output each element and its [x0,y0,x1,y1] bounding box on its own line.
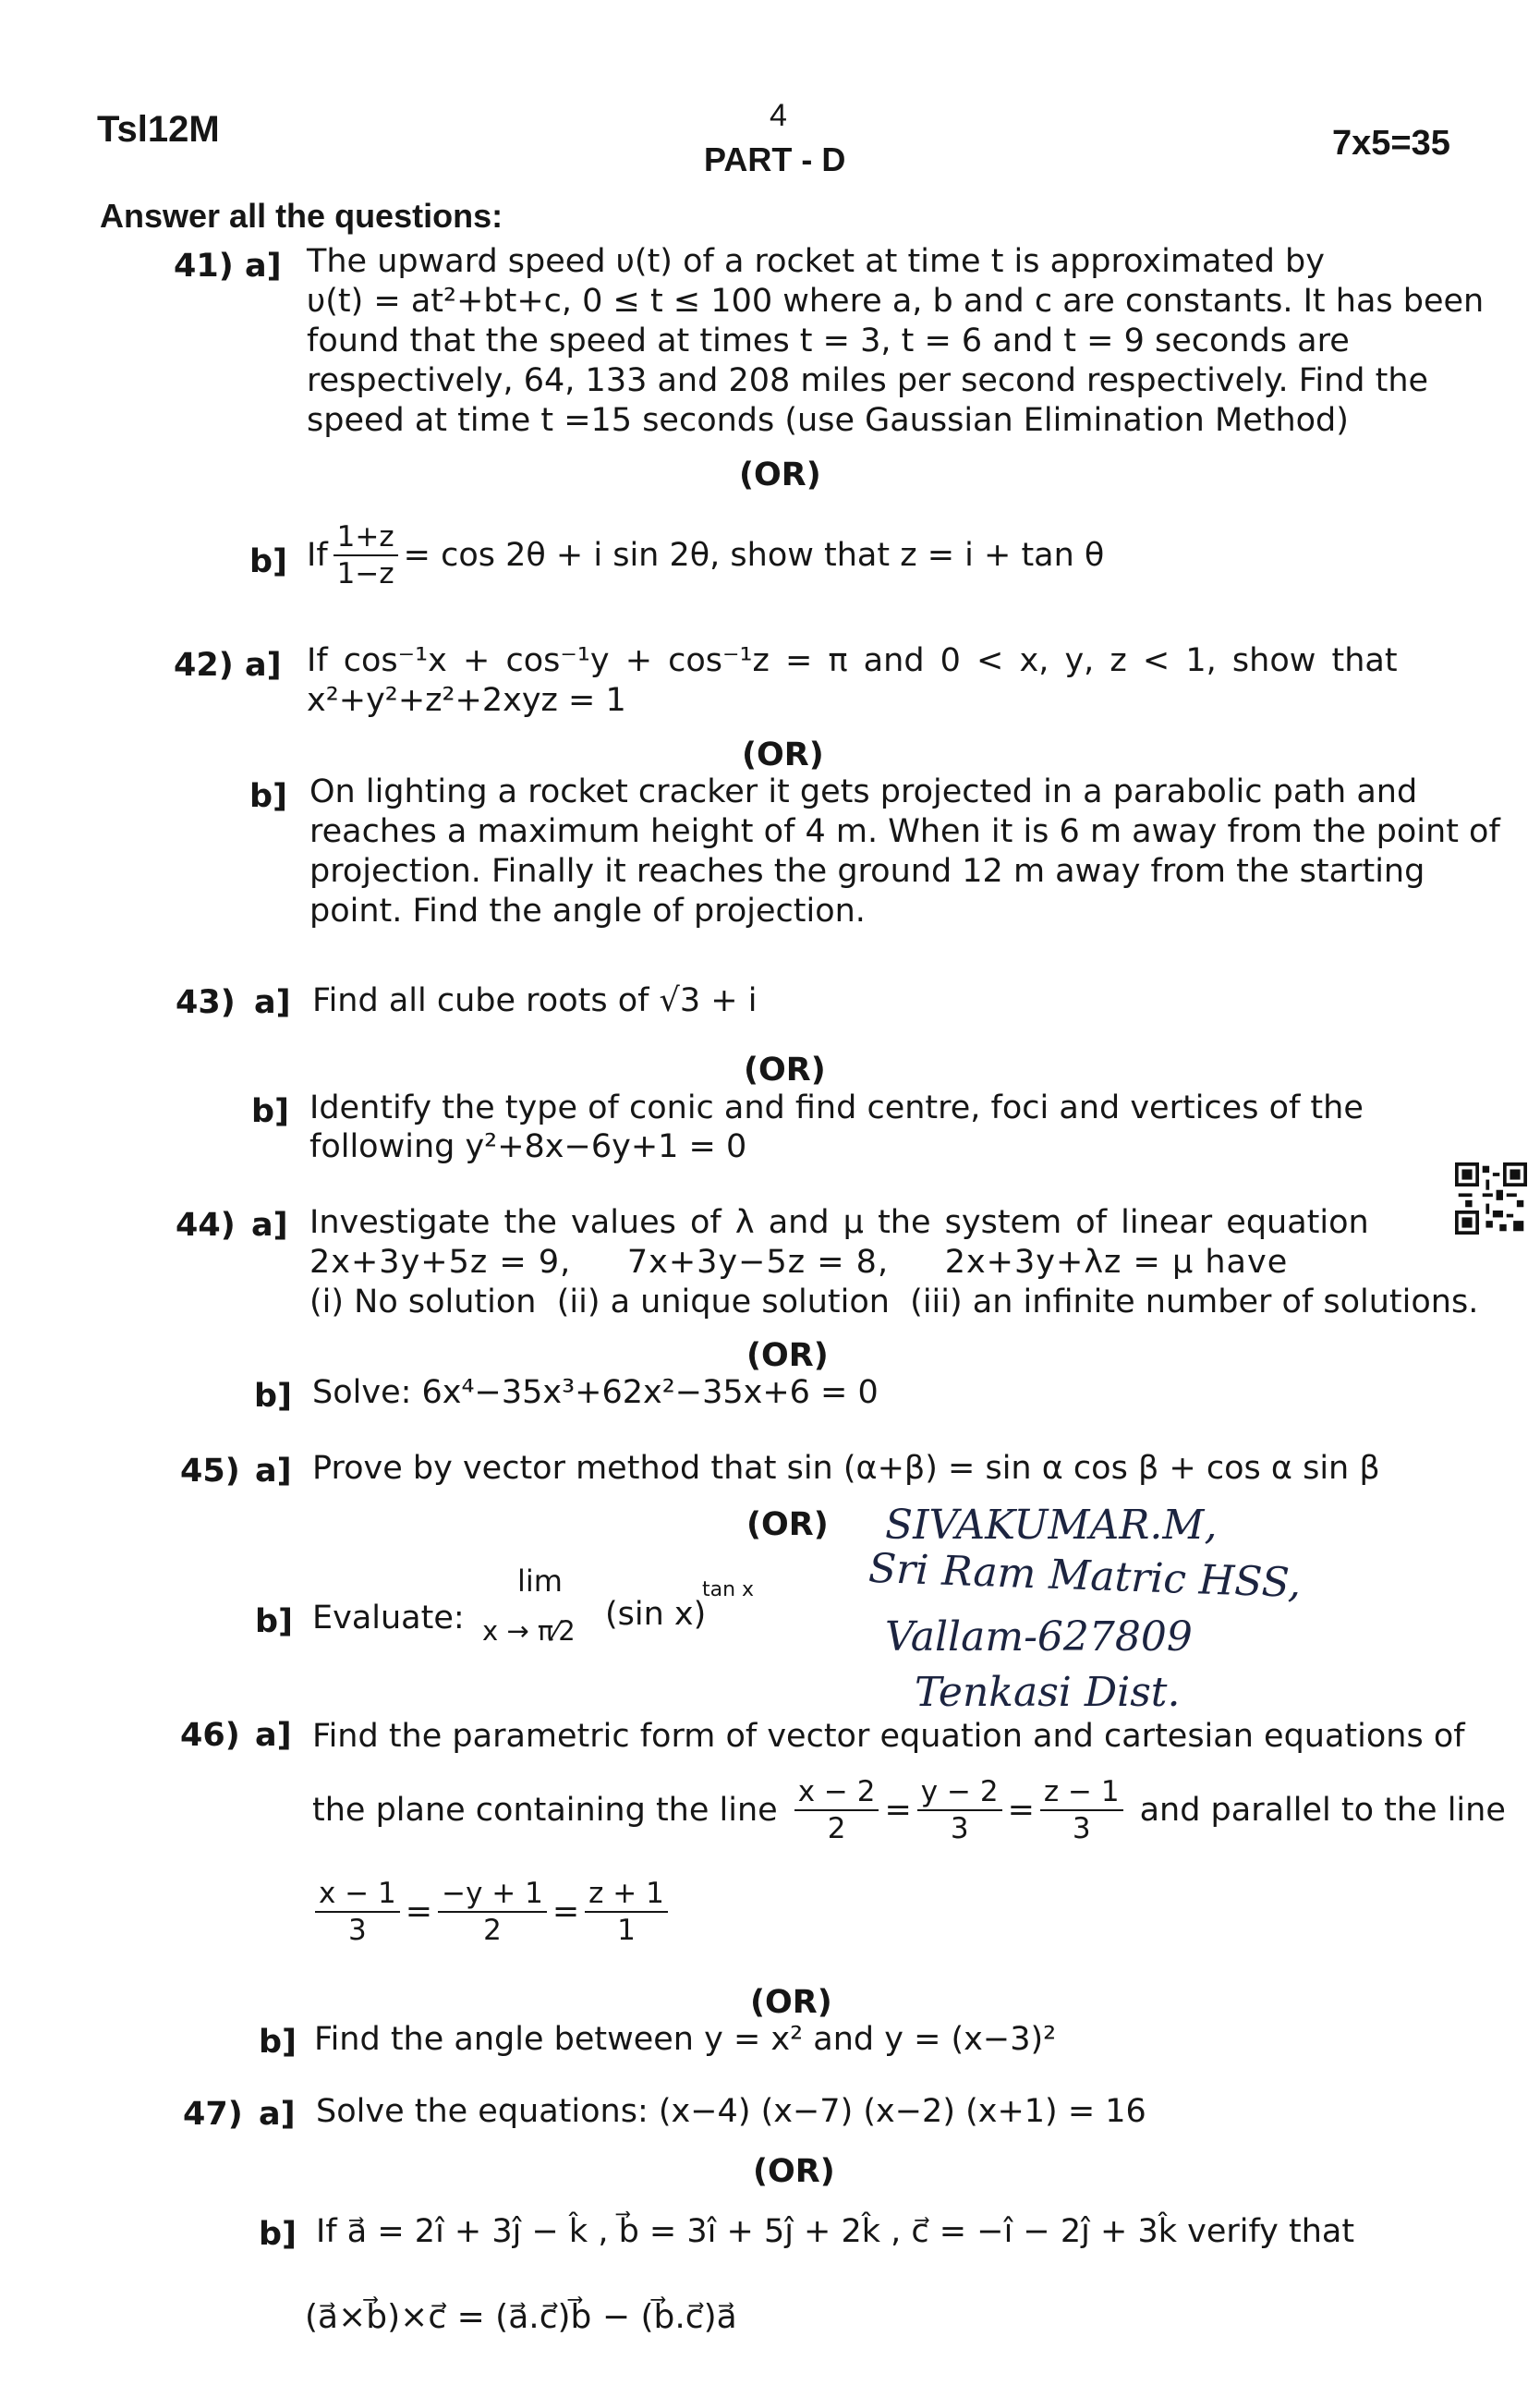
line-2-end: and parallel to the line [1139,1791,1506,1829]
or-separator: (OR) [742,736,824,773]
q42-b-line-2: reaches a maximum height of 4 m. When it is 6 m away from the point of [309,813,1500,850]
or-separator: (OR) [753,2153,835,2190]
fraction-denominator: 2 [483,1914,502,1947]
handwritten-school: Sri Ram Matric HSS, [867,1544,1303,1608]
q47-a-text: Solve the equations: (x−4) (x−7) (x−2) (x+1) = 16 [316,2093,1146,2130]
q45-a-text: Prove by vector method that sin (α+β) = sin α cos β + cos α sin β [312,1450,1380,1487]
q42-a-line-1: If cos⁻¹x + cos⁻¹y + cos⁻¹z = π and 0 < x, y, z < 1, show that [307,642,1398,679]
line-2-fraction-x [315,1876,400,1948]
question-number-41: 41) [174,248,234,285]
line-1-fraction-z [1040,1774,1123,1846]
instruction: Answer all the questions: [100,197,503,235]
q46-a-line-3 [309,1876,673,1948]
q43-b-line-1: Identify the type of conic and find centre, foci and vertices of the [309,1089,1364,1126]
marks-scheme: 7x5=35 [1332,124,1450,163]
part-a-label: a] [255,1453,292,1490]
question-number-46: 46) [180,1717,240,1754]
question-number-45: 45) [180,1453,240,1490]
fraction-denominator: 3 [1072,1812,1091,1845]
equals-sign: = [552,1892,580,1930]
part-b-label: b] [259,2216,297,2253]
line-2-fraction-y [438,1876,547,1948]
part-b-label: b] [249,778,288,815]
equals-sign: = [1007,1791,1035,1829]
q44-b-text: Solve: 6x⁴−35x³+62x²−35x+6 = 0 [312,1374,879,1411]
q46-a-line-2 [312,1774,1506,1846]
part-b-label: b] [251,1093,290,1130]
fraction-numerator: 1+z [333,519,398,556]
part-a-label: a] [245,248,282,285]
or-separator: (OR) [746,1337,829,1374]
limit-operator: lim [517,1564,563,1599]
fraction-denominator: 3 [950,1812,969,1845]
part-a-label: a] [245,647,282,684]
part-b-label: b] [254,1378,293,1415]
q41-b-statement [307,519,1104,591]
fraction-numerator: y − 2 [917,1774,1002,1811]
or-separator: (OR) [739,456,821,493]
part-b-label: b] [255,1603,294,1640]
q41-a-line-1: The upward speed υ(t) of a rocket at time t is approximated by [307,243,1325,280]
qr-code [1455,1162,1527,1235]
q42-b-line-4: point. Find the angle of projection. [309,893,866,930]
q47-b-text: If a⃗ = 2î + 3ĵ − k̂ , b⃗ = 3î + 5ĵ + 2k̂ , c⃗ = −î − 2ĵ + 3k̂ verify that [316,2213,1355,2250]
fraction-denominator: 2 [827,1812,846,1845]
limit-subscript: x → π⁄2 [482,1615,576,1647]
q41-a-line-2: υ(t) = at²+bt+c, 0 ≤ t ≤ 100 where a, b and c are constants. It has been [307,283,1485,320]
limit-exponent: tan x [702,1578,755,1601]
equals-sign: = [405,1892,433,1930]
question-number-47: 47) [183,2096,243,2133]
evaluate-label: Evaluate: [312,1600,465,1637]
q42-b-line-1: On lighting a rocket cracker it gets projected in a parabolic path and [309,773,1418,810]
part-b-label: b] [249,543,288,580]
fraction-numerator: x − 2 [794,1774,879,1811]
fraction-numerator: −y + 1 [438,1876,547,1913]
limit-expression: (sin x) [605,1596,707,1633]
q42-b-line-3: projection. Finally it reaches the ground 12 m away from the starting [309,853,1425,890]
fraction-numerator: x − 1 [315,1876,400,1913]
q41-a-line-3: found that the speed at times t = 3, t = 6 and t = 9 seconds are [307,322,1350,359]
q46-a-line-1: Find the parametric form of vector equation and cartesian equations of [312,1718,1465,1755]
q43-a-text: Find all cube roots of √3 + i [312,982,758,1019]
part-b-label: b] [259,2024,297,2061]
fraction [333,519,398,591]
or-separator: (OR) [746,1506,829,1543]
equals-sign: = [884,1791,912,1829]
page-number: 4 [770,98,787,133]
fraction-denominator: 1−z [336,557,394,590]
fraction-numerator: z − 1 [1040,1774,1123,1811]
if-text: If [307,536,328,574]
part-a-label: a] [251,1207,288,1244]
q46-b-text: Find the angle between y = x² and y = (x−3)² [314,2021,1057,2058]
paper-code: Tsl12M [97,109,220,150]
q47-b-identity: (a⃗×b⃗)×c⃗ = (a⃗.c⃗)b⃗ − (b⃗.c⃗)a⃗ [305,2298,737,2336]
fraction-denominator: 3 [348,1914,367,1947]
part-a-label: a] [259,2096,296,2133]
q42-a-line-2: x²+y²+z²+2xyz = 1 [307,682,626,719]
line-1-fraction-x [794,1774,879,1846]
handwritten-place: Vallam-627809 [885,1613,1193,1661]
q41-a-line-5: speed at time t =15 seconds (use Gaussian Elimination Method) [307,402,1349,439]
question-number-42: 42) [174,647,234,684]
or-separator: (OR) [744,1052,826,1089]
q44-a-line-2: 2x+3y+5z = 9, 7x+3y−5z = 8, 2x+3y+λz = μ have [309,1244,1289,1281]
fraction-denominator: 1 [617,1914,636,1947]
part-a-label: a] [255,1717,292,1754]
part-a-label: a] [254,984,291,1021]
line-2-start: the plane containing the line [312,1791,778,1829]
line-1-fraction-y [917,1774,1002,1846]
or-separator: (OR) [750,1984,832,2021]
part-title: PART - D [704,140,846,178]
handwritten-district: Tenkasi Dist. [915,1669,1181,1716]
q44-a-line-3: (i) No solution (ii) a unique solution (iii) an infinite number of solutions. [309,1284,1479,1320]
question-number-44: 44) [176,1207,236,1244]
statement-rest: = cos 2θ + i sin 2θ, show that z = i + tan θ [403,536,1105,574]
line-2-fraction-z [585,1876,668,1948]
q44-a-line-1: Investigate the values of λ and μ the system of linear equation [309,1204,1369,1241]
fraction-numerator: z + 1 [585,1876,668,1913]
handwritten-name: SIVAKUMAR.M, [885,1502,1218,1549]
question-number-43: 43) [176,984,236,1021]
q41-a-line-4: respectively, 64, 133 and 208 miles per second respectively. Find the [307,362,1429,399]
q43-b-line-2: following y²+8x−6y+1 = 0 [309,1128,747,1165]
